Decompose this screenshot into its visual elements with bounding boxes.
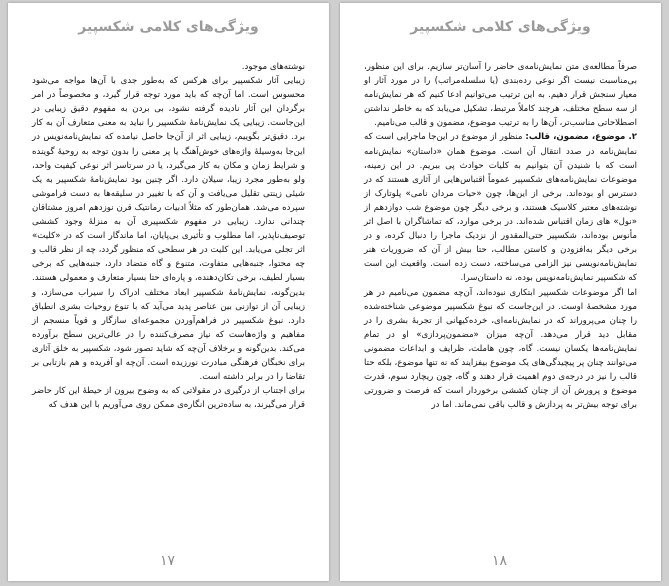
paragraph: برای اجتناب از درگیری در مقولاتی که به وضوح بیرون از حیطهٔ این کار حاضر قرار می‌گیرند، به ساده‌ترین انگاره‌ی ممکن روی می‌آوریم با این هدف که [32,386,305,411]
section-heading: ۲. موضوع، مضمون، قالب: [525,132,637,143]
paragraph: اما اگر موضوعات شکسپیر ابتکاری نبوده‌اند، آن‌چه مضمون می‌نامیم در هر مورد مشخصهٔ اوست. در این‌جاست که نبوغ شکسپیر موضوعی شناخته‌شده را چنان می‌پروراند که در نمایش‌نامه‌ای، خرده‌کیهانی از تجربهٔ بشری را در مقابل دید قرار می‌دهد. آن‌چه میزان «مضمون‌پردازی» او در تمام نمایش‌نامه‌ها یکسان نیست. گاه، چون هاملت، ظرایف و ابداعات مضمونی می‌توانند چنان پر پیچیدگی‌های یک موضوع بیفزایند که نه تنها موضوع، بلکه حتا قالب را نیز در درجه‌ی دوم اهمیت قرار دهند و گاه، چون ریچارد سوم، قدرت موضوع و پرورش آن از چنان کششی برخوردار است که فرصت و ضرورتی برای توجه بیش‌تر به پردازش و قالب باقی نمی‌ماند. اما در [363,287,637,411]
running-head-right: ویژگی‌های کلامی شکسپیر [410,19,591,35]
running-head-left: ویژگی‌های کلامی شکسپیر [78,19,259,35]
body-text-right [364,60,637,412]
paragraph [364,130,637,285]
paragraph: زیبایی آثار شکسپیر برای هرکس که به‌طور جدی با آن‌ها مواجه می‌شود محسوس است. اما آن‌چه که باید مورد توجه قرار گیرد، و مخصوصاً در امر برگردان این آثار نادیده گرفته نشود، بی بردن به مفهوم دقیق زیبایی در این‌جاست. زیبایی یک نمایش‌نامهٔ شکسپیر را نباید به معنی متعارف آن به کار برد. دقیق‌تر بگوییم، زیبایی اثر از آن‌جا حاصل نیامده که نمایش‌نامه‌نویس در این‌جا به‌وسیلهٔ واژه‌های خوش‌آهنگ یا پر معنی را بدون توجه به روحیهٔ گوینده و شرایط زمان و مکان به کار می‌گیرد، یا در سرتاسر اثر نوعی کیفیت واحد، ولو به‌طور مجرد زیبا، سیلان دارد. اگر چنین بود نمایش‌نامهٔ شکسپیر به یک شیئی زینتی تقلیل می‌یافت و آن که با تغییر در سلیقه‌ها به دست فراموشی سپرده می‌شد. همان‌طور که مثلاً ادبیات رمانتیک قرن نوزدهم امروز مشتاقان چندانی ندارد. زیبایی در مفهوم شکسپیری آن به منزلهٔ وجود کششی توصیف‌ناپذیر، اما مطلوب و تأثیری بی‌پایان، اما ماندگار است که در «کلیت» اثر تجلی می‌یابد. این کلیت در هر سطحی که منظور گردد، چه از نظر قالب و چه محتوا، جنبه‌هایی متفاوت، متنوع و گاه متضاد دارد، جنبه‌هایی که برخی بسیار لطیف، برخی تکان‌دهنده، و پاره‌ای حتا بسیار متعارف و معمولی هستند. بدین‌گونه، نمایش‌نامهٔ شکسپیر ابعاد مختلف ادراک را سیراب می‌سازد، و زیبایی آن از توازنی بین عناصر پدید می‌آید که با تنوع روحیات بشری انطباق دارد. نبوغ شکسپیر در فراهم‌آوردن مجموعه‌ای سازگار و قویاً منسجم از مفاهیم و واژه‌هاست که نیاز مصرف‌کننده را در عالی‌ترین سطح برآورده می‌کند. بدین‌گونه و برخلاف آن‌چه که شاید تصور شود، شکسپیر به خلق آثاری برای نخبگان فرهنگی مبادرت نورزیده است. آن‌چه او آفریده و هم بازتابی بر تقاضا را در برابر داشته است. [32,76,305,383]
paragraph: نوشته‌های موجود. [241,62,305,72]
body-text-left [32,60,305,412]
page-17 [8,3,329,581]
paragraph: صرفاً مطالعه‌ی متن نمایش‌نامه‌ی حاضر را آسان‌تر سازیم. برای این منظور، بی‌مناسبت نیست اگر نوعی رده‌بندی (یا سلسله‌مراتب) را در مورد آثار او معیار سنجش قرار دهیم. به این ترتیب می‌توانیم ادعا کنیم که هر نمایش‌نامه از سه سطح مختلف، هرچند کاملاً مرتبط، تشکیل می‌یابد که به خاطر نداشتن اصطلاحاتی مناسب‌تر، آن‌ها را به ترتیب موضوع، مضمون و قالب می‌نامیم. [364,62,637,129]
page-18 [340,3,661,581]
section-body: منظور از موضوع در این‌جا ماجرایی است که نمایش‌نامه در صدد انتقال آن است. موضوع همان «داستان» نمایش‌نامه است که با شنیدن آن بتوانیم به کلیات حوادث پی ببریم. در این زمینه، موضوعات نمایش‌نامه‌های شکسپیر عموماً اقتباس‌هایی از آثاری هستند که در دسترس او بوده‌اند. برخی از این‌ها، چون «حیات مردان نامی» پلوتارک از نوشته‌های معتبر کلاسیک هستند، و برخی دیگر چون موضوع شب دوازدهم از «نول» های زمان اقتباس شده‌اند. در برخی موارد، که تماشاگران با اصل اثر مأنوس بوده‌اند، شکسپیر حتی‌المقدور از نزدیک ماجرا را دنبال کرده، و در برخی دیگر به‌افزودن و کاستن مطالب، حتا بیش از آن که ضروریات هنر نمایش‌نامه‌نویسی نیز الزامی می‌ساخته، دست زده است. واقعیت این است که شکسپیر نمایش‌نامه‌نویس بوده، نه داستان‌سرا. [364,132,637,284]
page-number-right: ۱۸ [492,553,508,569]
page-number-left: ۱۷ [160,553,176,569]
